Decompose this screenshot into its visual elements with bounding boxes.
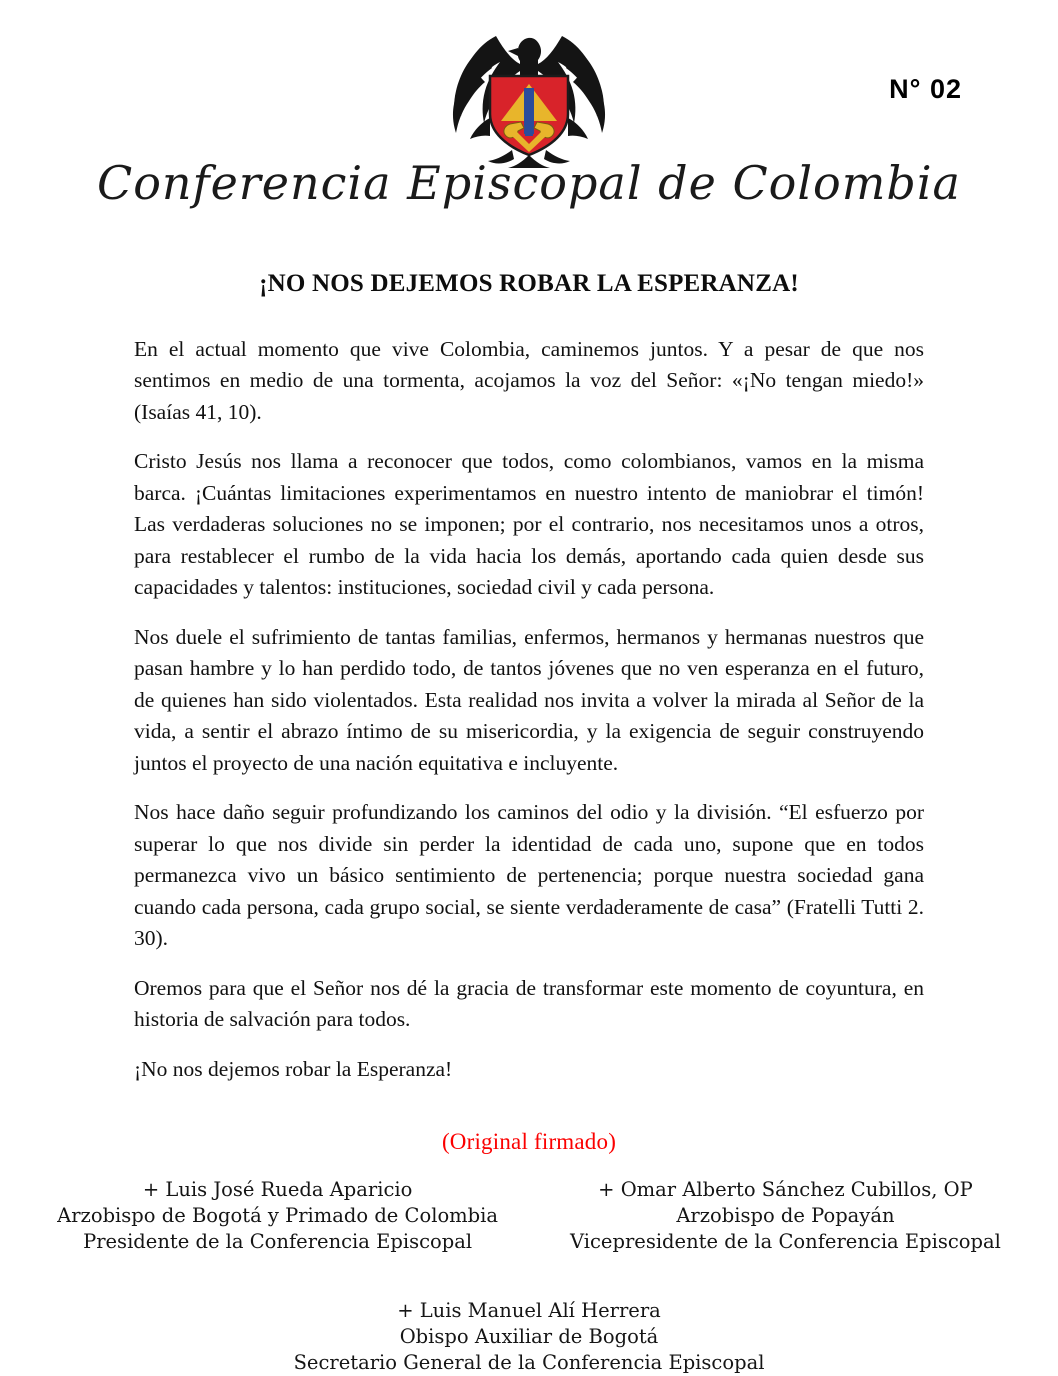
original-signed-note: (Original firmado) bbox=[441, 1129, 617, 1155]
signatory-role: Arzobispo de Popayán bbox=[676, 1203, 895, 1227]
signatory-position: Secretario General de la Conferencia Episcopal bbox=[293, 1350, 765, 1374]
signatory-president bbox=[57, 1177, 498, 1254]
document-number: N° 02 bbox=[889, 74, 962, 104]
paragraph: En el actual momento que vive Colombia, caminemos juntos. Y a pesar de que nos sentimos en medio de una tormenta, acojamos la voz del Señor: «¡No tengan miedo!» (Isaías 41, 10). bbox=[134, 337, 924, 424]
paragraph: Nos hace daño seguir profundizando los caminos del odio y la división. “El esfuerzo por superar lo que nos divide sin perder la identidad de cada uno, supone que en todos permanezca vivo un básico sentimiento de pertenencia; porque nuestra sociedad gana cuando cada persona, cada grupo social, se siente verdaderamente de casa” (Fratelli Tutti 2. 30). bbox=[134, 800, 924, 951]
signatory-name: + Luis José Rueda Aparicio bbox=[142, 1178, 413, 1202]
signatory-secretary-general bbox=[294, 1298, 765, 1375]
letterhead-script-title: Conferencia Episcopal de Colombia bbox=[97, 156, 961, 210]
signatory-position: Vicepresidente de la Conferencia Episcopal bbox=[570, 1229, 1001, 1253]
shield bbox=[490, 76, 568, 155]
paragraph: ¡No nos dejemos robar la Esperanza! bbox=[134, 1056, 453, 1081]
signatory-vicepresident bbox=[570, 1177, 1001, 1254]
page-title: ¡NO NOS DEJEMOS ROBAR LA ESPERANZA! bbox=[259, 270, 799, 297]
signatory-role: Obispo Auxiliar de Bogotá bbox=[399, 1325, 659, 1349]
signatory-name: + Luis Manuel Alí Herrera bbox=[397, 1299, 661, 1323]
signature-center-row bbox=[0, 1298, 1058, 1375]
signatory-position: Presidente de la Conferencia Episcopal bbox=[83, 1229, 473, 1253]
coat-of-arms-icon bbox=[424, 18, 634, 168]
paragraph: Oremos para que el Señor nos dé la gracia de transformar este momento de coyuntura, en historia de salvación para todos. bbox=[134, 975, 924, 1032]
signature-row bbox=[0, 1177, 1058, 1254]
letterhead bbox=[0, 0, 1058, 248]
paragraph: Cristo Jesús nos llama a reconocer que todos, como colombianos, vamos en la misma barca. ¡Cuántas limitaciones experimentamos en nuestro intento de maniobrar el timón! Las verdaderas soluciones no se imponen; por el contrario, nos necesitamos unos a otros, para restablecer el rumbo de la vida hacia los demás, aportando cada quien desde sus capacidades y talentos: instituciones, sociedad civil y cada persona. bbox=[134, 449, 924, 600]
paragraph: Nos duele el sufrimiento de tantas familias, enfermos, hermanos y hermanas nuestros que pasan hambre y lo han perdido todo, de tantos jóvenes que no ven esperanza en el futuro, de quienes han sido violentados. Esta realidad nos invita a volver la mirada al Señor de la vida, a sentir el abrazo íntimo de su misericordia, y la exigencia de seguir construyendo juntos el proyecto de una nación equitativa e incluyente. bbox=[134, 624, 924, 775]
document-body bbox=[134, 334, 924, 1085]
signatory-name: + Omar Alberto Sánchez Cubillos, OP bbox=[598, 1178, 973, 1202]
signature-area bbox=[0, 1129, 1058, 1375]
signatory-role: Arzobispo de Bogotá y Primado de Colombia bbox=[57, 1203, 499, 1227]
